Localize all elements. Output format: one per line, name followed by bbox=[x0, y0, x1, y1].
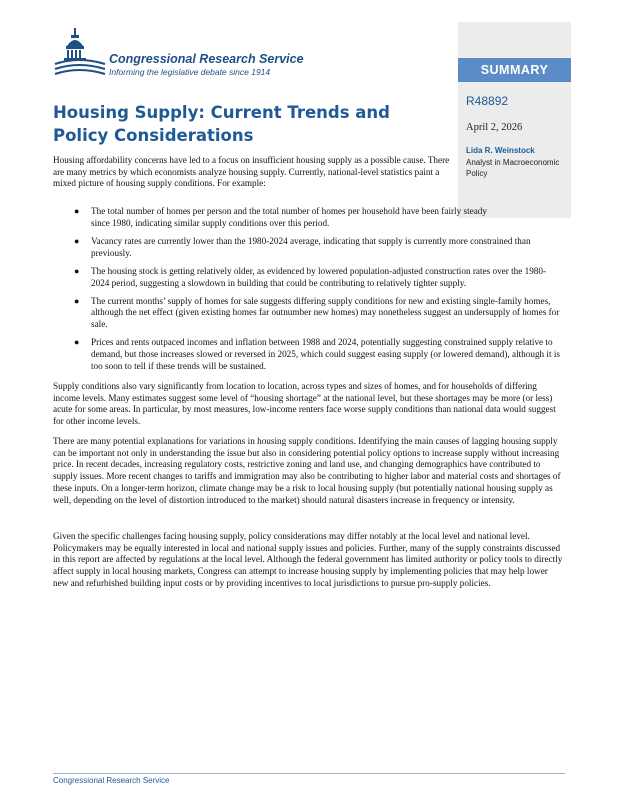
body-paragraph: There are many potential explanations for variations in housing supply conditions. Identifying the main causes of lagging housing supply can be important not only in understanding the issue but also in considering potential policy options to increase supply without increasing price. In recent decades, increasing regulatory costs, restrictive zoning and land use, and changing demographics have contributed to supply issues. More recent changes to tariffs and immigration may also be contributing to higher labor and material costs and shortages of these inputs. On a longer-term horizon, climate change may be a risk to local housing supply (but potentially national housing supply as well, depending on the level of distortion introduced to the market) should natural disasters increase in frequency or intensity. bbox=[53, 436, 561, 505]
logo-tagline: Informing the legislative debate since 1914 bbox=[109, 67, 271, 77]
list-item bbox=[53, 337, 563, 372]
page-title: Housing Supply: Current Trends and Policy Considerations bbox=[53, 103, 390, 145]
list-item bbox=[53, 266, 563, 289]
footer-text: Congressional Research Service bbox=[53, 776, 170, 785]
list-item bbox=[53, 206, 563, 229]
body-paragraph: Given the specific challenges facing housing supply, policy considerations may differ notably at the local level and national level. Policymakers may be equally interested in local and national supply issues and policies. Further, many of the supply constraints discussed in this report are affected by regulations at the local level. Although the federal government has limited authority or policy tools to directly affect supply in local housing markets, Congress can attempt to increase housing supply by implementing policies that may help lower new and refurbished building input costs or by providing incentives to local jurisdictions to pursue pro-supply policies. bbox=[53, 531, 563, 588]
list-item-text: The housing stock is getting relatively older, as evidenced by lowered population-adjusted construction rates over the 1980-2024 period, suggesting a slowdown in building that could be contributing to relatively tighter supply. bbox=[91, 265, 547, 288]
list-item bbox=[53, 296, 563, 331]
bullet-icon: ● bbox=[74, 265, 80, 276]
list-item-text: The current months’ supply of homes for sale suggests differing supply conditions for new and existing single-family homes, although the net effect (given existing homes far outnumber new homes) may nonetheless suggest an undersupply of homes for sale. bbox=[91, 295, 560, 330]
list-item bbox=[53, 236, 563, 259]
bullet-icon: ● bbox=[74, 235, 80, 246]
list-item-text: The total number of homes per person and the total number of homes per household have been fairly steady since 1980, indicating similar supply conditions over this period. bbox=[91, 206, 487, 228]
capitol-dome-icon bbox=[53, 26, 107, 82]
bullet-icon: ● bbox=[74, 206, 80, 216]
summary-heading: SUMMARY bbox=[458, 58, 571, 82]
author-title: Analyst in Macroeconomic Policy bbox=[466, 158, 560, 178]
bullet-icon: ● bbox=[74, 295, 80, 306]
list-item-text: Vacancy rates are currently lower than the 1980-2024 average, indicating that supply is currently more constrained than previously. bbox=[91, 235, 531, 258]
author-name: Lida R. Weinstock bbox=[466, 146, 535, 155]
report-date: April 2, 2026 bbox=[466, 122, 523, 133]
summary-sidebar bbox=[458, 22, 571, 218]
logo-name: Congressional Research Service bbox=[109, 52, 304, 66]
intro-paragraph: Housing affordability concerns have led to a focus on insufficient housing supply as a possible cause. There are many metrics by which economists analyze housing supply. Currently, national-level statistics paint a mixed picture of housing supply conditions. For example: bbox=[53, 155, 450, 189]
findings-list bbox=[53, 206, 563, 379]
list-item-text: Prices and rents outpaced incomes and inflation between 1988 and 2024, potentially suggesting constrained supply relative to demand, but those increases slowed or reversed in 2025, which could suggest easing supply (or lowered demand), although it is too soon to tell if these trends will be sustained. bbox=[91, 337, 560, 371]
body-paragraph: Supply conditions also vary significantly from location to location, across types and sizes of homes, and for households of differing income levels. Many estimates suggest some level of “housing shortage” at the national level, but these shortages may be more (or less) acute for some areas. In particular, by most measures, low-income renters face worse supply conditions than national data would suggest for other income levels. bbox=[53, 381, 556, 427]
bullet-icon: ● bbox=[74, 337, 80, 348]
report-number: R48892 bbox=[466, 94, 509, 108]
footer-divider bbox=[53, 773, 565, 774]
